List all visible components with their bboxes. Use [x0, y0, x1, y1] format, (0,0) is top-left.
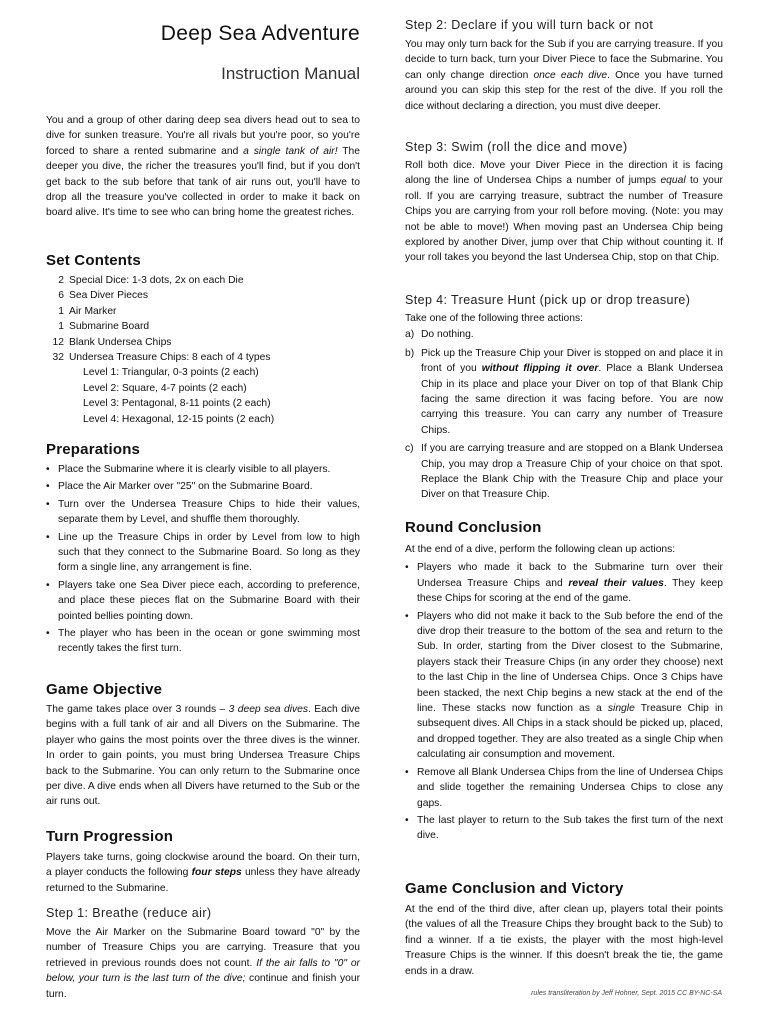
step1-heading: Step 1: Breathe (reduce air)	[46, 906, 212, 920]
list-item: 6 Sea Diver Pieces	[58, 290, 148, 302]
game-conclusion-paragraph: At the end of the third dive, after clean up, players total their points (the values of all the Treasure Chips they brought back to the Sub) to find a winner. If a tie exists, the player with the most high-level Treasure Chips is the winner. If this doesn't break the tie, the game ends in a draw.	[405, 904, 723, 977]
level-item: Level 1: Triangular, 0-3 points (2 each)	[83, 367, 259, 379]
game-objective-paragraph: The game takes place over 3 rounds – 3 deep sea dives. Each dive begins with a full tank of air and all Divers on the Submarine. The player who gains the most points over the three dives is the winner. In order to gain points, you must bring Undersea Treasure Chips back to the Submarine. You can only return to the Submarine once per dive. A dive ends when all Divers have returned to the Sub or the air runs out.	[46, 704, 360, 808]
preparations-heading: Preparations	[46, 441, 141, 458]
set-contents-heading: Set Contents	[46, 252, 141, 269]
intro-emphasis: a single tank of air!	[243, 145, 338, 157]
step4-body: Take one of the following three actions: a) Do nothing. b) Pick up the Treasure Chip your Diver is stopped on and place it in front of you without flipping it over. Place a Blank Undersea Chip in its place and place your Diver on top of that Blank Chip facing the same direction it was facing before. You are now carrying this treasure. You can carry any number of Treasure Chips. c) If you are carrying treasure and are stopped on a Blank Undersea Chip, you may drop a Treasure Chip of your choice on that spot. Replace the Blank Chip with the Treasure Chip and place your Diver on that Treasure Chip.	[405, 311, 723, 506]
level-item: Level 2: Square, 4-7 points (2 each)	[83, 382, 247, 394]
left-column	[46, 0, 360, 1024]
list-item: • Place the Submarine where it is clearly visible to all players.	[46, 462, 360, 477]
list-item: c) If you are carrying treasure and are stopped on a Blank Undersea Chip, you may drop a Treasure Chip of your choice on that spot. Replace the Blank Chip with the Treasure Chip and place your Diver on that Treasure Chip.	[405, 443, 723, 501]
credit-line: rules transliteration by Jeff Hohner, Sept. 2015 CC BY-NC-SA	[531, 990, 722, 997]
step3-heading: Step 3: Swim (roll the dice and move)	[405, 140, 628, 154]
list-item: a) Do nothing.	[405, 329, 474, 341]
level-item: Level 4: Hexagonal, 12-15 points (2 each)	[83, 413, 275, 425]
list-item: 2 Special Dice: 1-3 dots, 2x on each Die	[58, 275, 244, 286]
step1-paragraph: Move the Air Marker on the Submarine Board toward "0" by the number of Treasure Chips you are carrying. Treasure that you retrieved in previous rounds does not count. If the air falls to "0" or below, your turn is the last turn of the dive; continue and finish your turn.	[46, 927, 360, 1000]
list-item: • Players who made it back to the Submarine turn over their Undersea Treasure Chips and reveal their values. They keep these Chips for scoring at the end of the game.	[405, 560, 723, 606]
round-conclusion-heading: Round Conclusion	[405, 519, 542, 536]
list-item: • Remove all Blank Undersea Chips from the line of Undersea Chips and slide together the remaining Undersea Chips to close any gaps.	[405, 765, 723, 811]
step4-heading: Step 4: Treasure Hunt (pick up or drop treasure)	[405, 293, 691, 307]
list-item: 1 Air Marker	[58, 305, 117, 317]
list-item: • Place the Air Marker over "25" on the Submarine Board.	[46, 479, 360, 494]
list-item: • Line up the Treasure Chips in order by Level from low to high such that they connect to the Submarine Board. So long as they form a single line, any arrangement is fine.	[46, 530, 360, 576]
list-item: b) Pick up the Treasure Chip your Diver is stopped on and place it in front of you without flipping it over. Place a Blank Undersea Chip in its place and place your Diver on top of that Blank Chip facing the same direction it was facing before. You are now carrying this treasure. You can carry any number of Treasure Chips.	[405, 347, 723, 436]
list-item: • The last player to return to the Sub takes the first turn of the next dive.	[405, 813, 723, 844]
preparations-list	[46, 462, 360, 659]
right-column	[405, 0, 723, 1024]
intro-paragraph: You and a group of other daring deep sea divers head out to sea to dive for sunken treasure. You're all rivals but you're poor, so you're forced to share a rented submarine and a single tank of air! The deeper you dive, the richer the treasures you'll find, but if you don't get back to the sub before that tank of air runs out, you'll have to drop all the treasure you've collected in order to make it back on board alive. It's time to see who can bring home the greatest riches.	[46, 115, 360, 219]
list-item: • Players take one Sea Diver piece each, according to preference, and place these pieces flat on the Submarine Board with their pointed bellies pointing down.	[46, 578, 360, 624]
list-item: 12 Blank Undersea Chips	[52, 336, 172, 348]
turn-progression-heading: Turn Progression	[46, 828, 174, 845]
step2-paragraph: You may only turn back for the Sub if you are carrying treasure. If you decide to turn back, turn your Diver Piece to face the Submarine. You can only change direction once each dive. Once you have turned around you can skip this step for the rest of the dive. If you roll the dice without declaring a direction, you must dive deeper.	[405, 39, 723, 112]
game-objective-heading: Game Objective	[46, 681, 163, 698]
turn-progression-paragraph: Players take turns, going clockwise around the board. On their turn, a player conducts the following four steps unless they have already returned to the Submarine.	[46, 852, 360, 894]
page-subtitle: Instruction Manual	[221, 64, 360, 83]
set-contents-list	[46, 273, 360, 427]
round-conclusion-body: At the end of a dive, perform the following clean up actions: • Players who made it back to the Submarine turn over their Undersea Treasure Chips and reveal their values. They keep these Chips for scoring at the end of the game. • Players who did not make it back to the Sub before the end of the dive drop their treasure to the bottom of the sea and return to the Sub. In order, starting from the Diver closest to the Submarine, players stack their Treasure Chips (in any order they choose) next to the last Chip in the line of Undersea Chips. Once 3 Chips have been stacked, the next Chip begins a new stack at the end of the line. These stacks now function as a single Treasure Chip in subsequent dives. All Chips in a stack should be picked up, placed, and dropped together. They are also treated as a single Chip when calculating air consumption and movement. • Remove all Blank Undersea Chips from the line of Undersea Chips and slide together the remaining Undersea Chips to close any gaps. • The last player to return to the Sub takes the first turn of the next dive.	[405, 542, 723, 846]
list-item: • The player who has been in the ocean or gone swimming most recently takes the first turn.	[46, 626, 360, 657]
list-item: • Players who did not make it back to the Sub before the end of the dive drop their treasure to the bottom of the sea and return to the Sub. In order, starting from the Diver closest to the Submarine, players stack their Treasure Chips (in any order they choose) next to the last Chip in the line of Undersea Chips. Once 3 Chips have been stacked, the next Chip begins a new stack at the end of the line. These stacks now function as a single Treasure Chip in subsequent dives. All Chips in a stack should be picked up, placed, and dropped together. They are also treated as a single Chip when calculating air consumption and movement.	[405, 609, 723, 763]
list-item: 1 Submarine Board	[58, 321, 150, 333]
game-conclusion-heading: Game Conclusion and Victory	[405, 880, 624, 897]
step2-heading: Step 2: Declare if you will turn back or not	[405, 18, 654, 32]
list-item: • Turn over the Undersea Treasure Chips to hide their values, separate them by Level, and shuffle them thoroughly.	[46, 497, 360, 528]
step3-paragraph: Roll both dice. Move your Diver Piece in the direction it is facing along the line of Undersea Chips a number of jumps equal to your roll. If you are carrying treasure, subtract the number of Treasure Chips you are carrying from your roll before moving. (Note: you may not be able to move!) When moving past an Undersea Chip being explored by another Diver, jump over that Chip without counting it. If your roll takes you beyond the last Undersea Chip, stop on that Chip.	[405, 160, 723, 264]
list-item: 32 Undersea Treasure Chips: 8 each of 4 types	[52, 352, 271, 364]
page-title: Deep Sea Adventure	[160, 22, 360, 45]
level-item: Level 3: Pentagonal, 8-11 points (2 each)	[83, 398, 271, 410]
